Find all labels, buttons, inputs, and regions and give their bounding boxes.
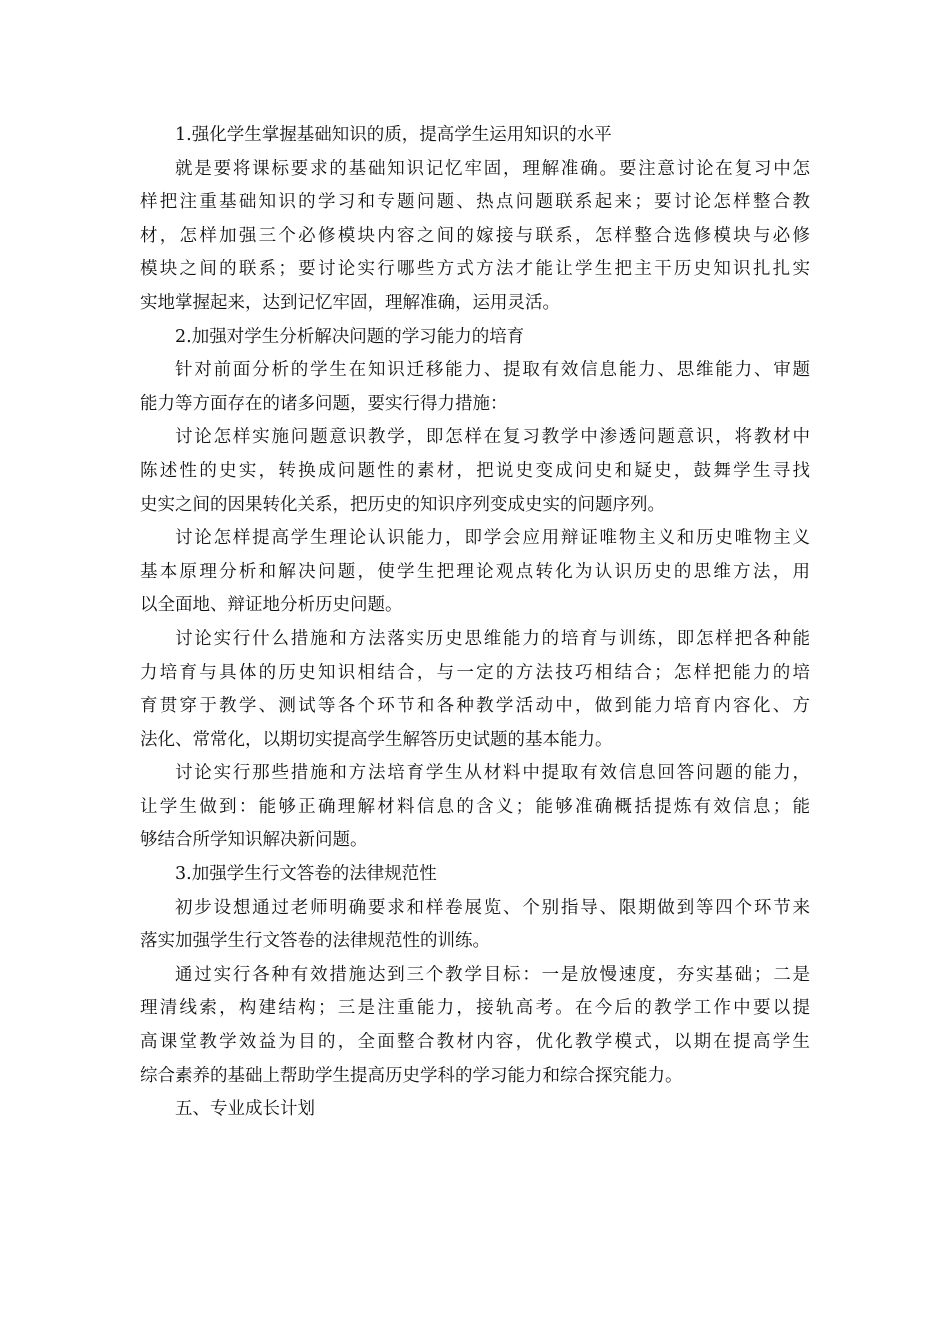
text-line: 够结合所学知识解决新问题。 (140, 830, 368, 851)
text-line: 就是要将课标要求的基础知识记忆牢固，理解准确。要注意讨论在复习中怎 (175, 158, 810, 179)
text-line: 落实加强学生行文答卷的法律规范性的训练。 (140, 931, 490, 952)
text-line: 高课堂教学效益为目的，全面整合教材内容，优化教学模式，以期在提高学生 (140, 1032, 810, 1053)
text-line: 综合素养的基础上帮助学生提高历史学科的学习能力和综合探究能力。 (140, 1065, 683, 1086)
text-line: 育贯穿于教学、测试等各个环节和各种教学活动中，做到能力培育内容化、方 (140, 696, 810, 717)
text-line: 通过实行各种有效措施达到三个教学目标：一是放慢速度，夯实基础；二是 (175, 964, 810, 985)
text-line: 理清线索，构建结构；三是注重能力，接轨高考。在今后的教学工作中要以提 (140, 998, 810, 1019)
text-line: 五、专业成长计划 (175, 1099, 315, 1120)
text-line: 以全面地、辩证地分析历史问题。 (140, 595, 403, 616)
text-line: 初步设想通过老师明确要求和样卷展览、个别指导、限期做到等四个环节来 (175, 897, 810, 918)
text-line: 针对前面分析的学生在知识迁移能力、提取有效信息能力、思维能力、审题 (175, 360, 810, 381)
text-line: 实地掌握起来，达到记忆牢固，理解准确，运用灵活。 (140, 292, 560, 313)
text-line: 讨论怎样提高学生理论认识能力，即学会应用辩证唯物主义和历史唯物主义 (175, 528, 810, 549)
text-line: 1.强化学生掌握基础知识的质，提高学生运用知识的水平 (175, 125, 612, 145)
text-line: 史实之间的因果转化关系，把历史的知识序列变成史实的问题序列。 (140, 494, 665, 515)
text-line: 3.加强学生行文答卷的法律规范性 (175, 864, 437, 885)
text-line: 讨论怎样实施问题意识教学，即怎样在复习教学中渗透问题意识，将教材中 (175, 427, 810, 448)
text-line: 讨论实行那些措施和方法培育学生从材料中提取有效信息回答问题的能力， (175, 763, 810, 784)
text-line: 讨论实行什么措施和方法落实历史思维能力的培育与训练，即怎样把各种能 (175, 628, 810, 649)
text-line: 2.加强对学生分析解决问题的学习能力的培育 (175, 326, 525, 347)
text-line: 力培育与具体的历史知识相结合，与一定的方法技巧相结合；怎样把能力的培 (140, 662, 810, 683)
text-line: 材，怎样加强三个必修模块内容之间的嫁接与联系，怎样整合选修模块与必修 (140, 225, 810, 246)
text-line: 陈述性的史实，转换成问题性的素材，把说史变成问史和疑史，鼓舞学生寻找 (140, 460, 810, 481)
text-line: 让学生做到：能够正确理解材料信息的含义；能够准确概括提炼有效信息；能 (140, 796, 810, 817)
text-line: 基本原理分析和解决问题，使学生把理论观点转化为认识历史的思维方法，用 (140, 561, 810, 582)
text-line: 样把注重基础知识的学习和专题问题、热点问题联系起来；要讨论怎样整合教 (140, 192, 810, 213)
text-line: 能力等方面存在的诸多问题，要实行得力措施： (140, 393, 508, 414)
text-line: 法化、常常化，以期切实提高学生解答历史试题的基本能力。 (140, 729, 613, 750)
document-body (140, 119, 810, 1127)
text-line: 模块之间的联系；要讨论实行哪些方式方法才能让学生把主干历史知识扎扎实 (140, 259, 810, 280)
